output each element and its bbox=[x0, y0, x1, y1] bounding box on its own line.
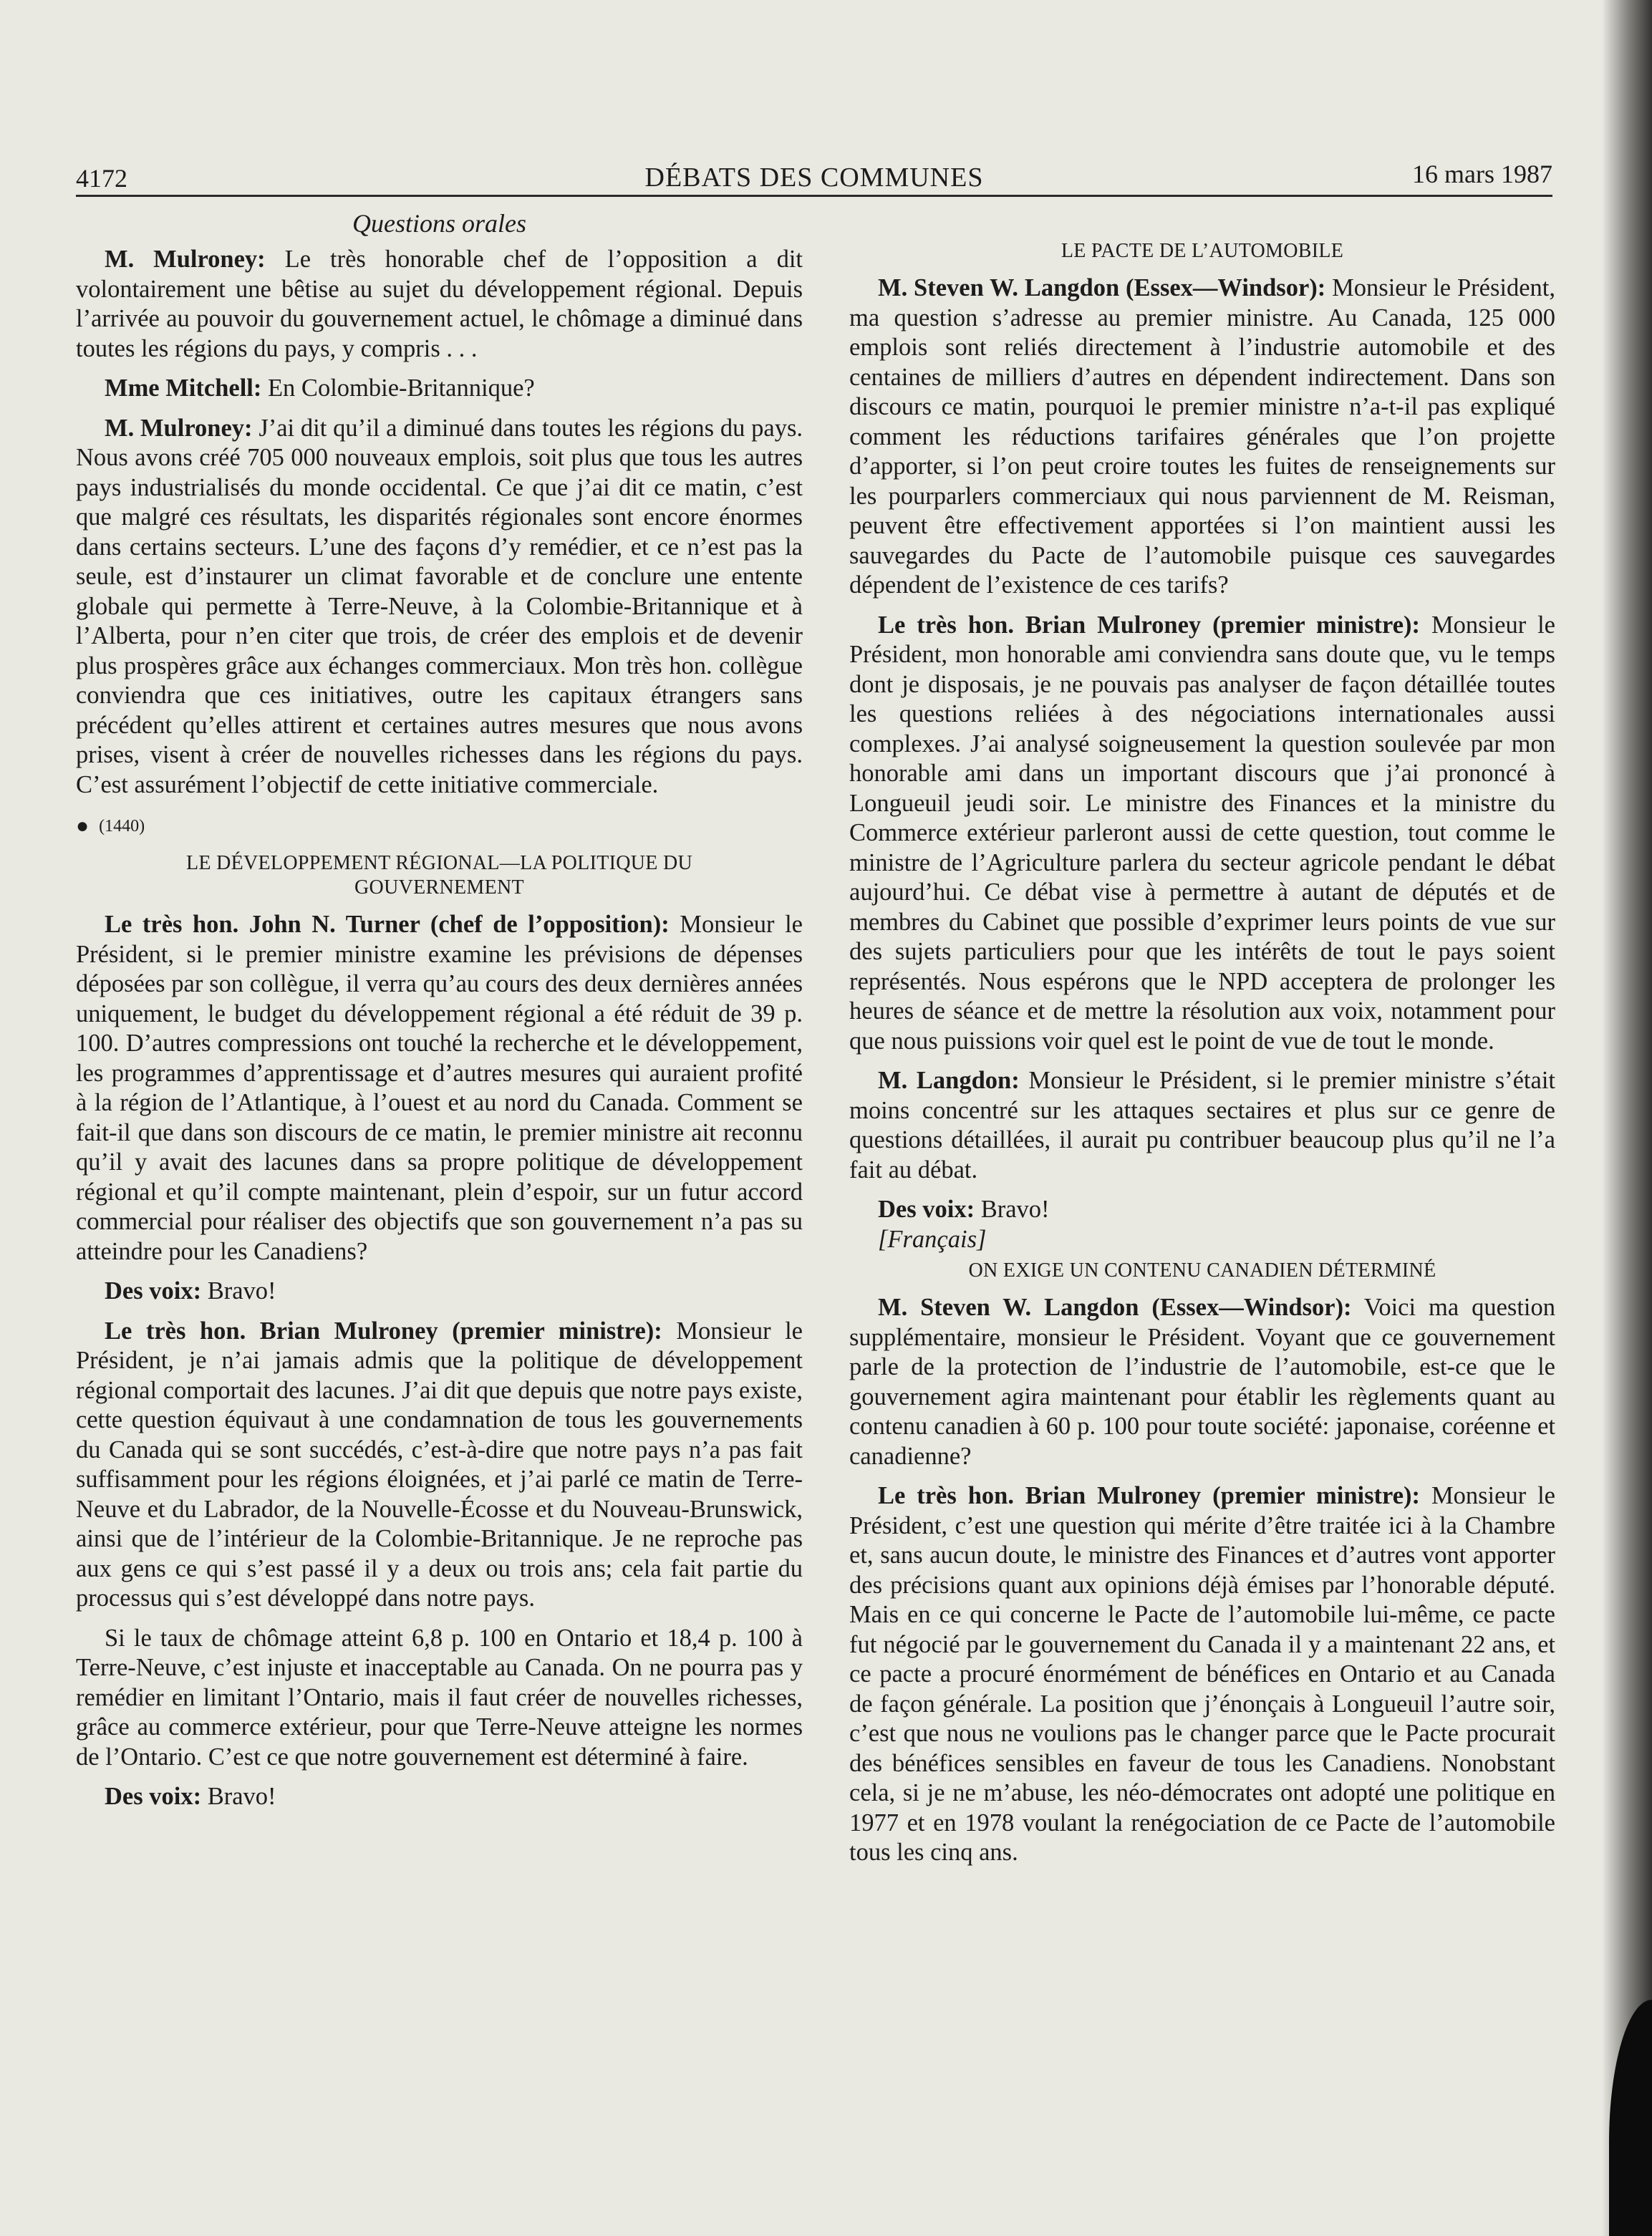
speech-text: Monsieur le Président, c’est une question qui mérite d’être traitée ici à la Chambre et, sans aucun doute, le ministre des Finances et d’autres vont apporter des précisions quant aux opinions déjà émises par l’honorable député. Mais en ce qui concerne le Pacte de l’automobile lui-même, ce pacte fut négocié par le gouvernement du Canada il y a maintenant 22 ans, et ce pacte a procuré énormément de bénéfices en Ontario et au Canada de façon générale. La position que j’énonçais à Longueuil l’autre soir, c’est que nous ne voulions pas le changer parce que le Pacte procurait des bénéfices sensibles en faveur de tous les Canadiens. Nonobstant cela, si je ne m’abuse, les néo-démocrates ont adopté une politique en 1977 et en 1978 voulant la renégociation de ce Pacte de l’automobile tous les cinq ans. bbox=[849, 1482, 1555, 1866]
speech-paragraph bbox=[849, 1293, 1555, 1471]
speaker-name: M. Mulroney: bbox=[105, 414, 253, 442]
section-heading: LE DÉVELOPPEMENT RÉGIONAL—LA POLITIQUE DU GOUVERNEMENT bbox=[185, 852, 693, 899]
speech-paragraph bbox=[849, 1066, 1555, 1185]
speech-paragraph bbox=[76, 1317, 803, 1614]
speech-text: Monsieur le Président, si le premier ministre s’était moins concentré sur les attaques sectaires et plus sur ce genre de questions détaillées, il aurait pu contribuer beaucoup plus qu’il ne l’a fait au débat. bbox=[849, 1067, 1555, 1184]
speech-text: Bravo! bbox=[201, 1783, 276, 1810]
speech-text: Monsieur le Président, ma question s’adresse au premier ministre. Au Canada, 125 000 emplois sont reliés directement à l’industrie automobile et des centaines de milliers d’autres en dépendent indirectement. Dans son discours ce matin, pourquoi le premier ministre n’a-t-il pas expliqué comment les réductions tarifaires générales que l’on projette d’apporter, si l’on peut croire toutes les fuites de renseignements sur les pourparlers commerciaux qui nous parviennent de M. Reisman, peuvent être effectivement apportées si l’on maintient aussi les sauvegardes du Pacte de l’automobile puisque ces sauvegardes dépendent de l’existence de ces tarifs? bbox=[849, 274, 1555, 599]
speech-text: Voici ma question supplémentaire, monsieur le Président. Voyant que ce gouvernement parle de la protection de l’industrie de l’automobile, est-ce que le gouvernement agira maintenant pour établir les règlements quant au contenu canadien à 60 p. 100 pour toute société: japonaise, coréenne et canadienne? bbox=[849, 1294, 1555, 1470]
speech-paragraph bbox=[76, 414, 803, 800]
speaker-name: M. Steven W. Langdon (Essex—Windsor): bbox=[878, 1294, 1352, 1321]
speech-paragraph bbox=[849, 1481, 1555, 1868]
speaker-name: Le très hon. John N. Turner (chef de l’opposition): bbox=[105, 911, 670, 938]
speech-paragraph bbox=[76, 1624, 803, 1773]
speech-text: J’ai dit qu’il a diminué dans toutes les régions du pays. Nous avons créé 705 000 nouveaux emplois, soit plus que tous les autres pays industrialisés du monde occidental. Ce que j’ai dit ce matin, c’est que malgré ces résultats, les disparités régionales sont encore énormes dans certains secteurs. L’une des façons d’y remédier, et ce n’est pas la seule, est d’instaurer un climat favorable et de conclure une entente globale qui permette à Terre-Neuve, à la Colombie-Britannique et à l’Alberta, pour n’en citer que trois, de créer des emplois et de devenir plus prospères grâce aux échanges commerciaux. Mon très hon. collègue conviendra que ces initiatives, outre les capitaux étrangers sans précédent qu’elles attirent et certaines autres mesures que nous avons prises, visent à créer de nouvelles richesses dans les régions du pays. C’est assurément l’objectif de cette initiative commerciale. bbox=[76, 414, 803, 798]
speaker-name: M. Langdon: bbox=[878, 1067, 1020, 1094]
speech-paragraph bbox=[76, 245, 803, 364]
speaker-name: Le très hon. Brian Mulroney (premier ministre): bbox=[105, 1317, 662, 1345]
speech-text: Monsieur le Président, mon honorable ami conviendra sans doute que, vu le temps dont je disposais, je ne pouvais pas analyser de façon détaillée toutes les questions reliées à des négociations internationales aussi complexes. J’ai analysé soigneusement la question soulevée par mon honorable ami dans un important discours que j’ai prononcé à Longueuil jeudi soir. Le ministre des Finances et la ministre du Commerce extérieur parleront aussi de cette question, tout comme le ministre de l’Agriculture parlera du secteur agricole pendant le débat aujourd’hui. Ce débat vise à permettre à autant de députés et de membres du Cabinet que possible d’exprimer leurs points de vue sur des sujets particuliers pour que les intérêts de tout le pays soient représentés. Nous espérons que le NPD acceptera de prolonger les heures de séance et de mettre la résolution aux voix, notamment pour que nous puissions voir quel est le point de vue de tout le monde. bbox=[849, 611, 1555, 1055]
speech-text: Monsieur le Président, si le premier ministre examine les prévisions de dépenses déposées par son collègue, il verra qu’au cours des deux dernières années uniquement, le budget du développement régional a été réduit de 39 p. 100. D’autres compressions ont touché la recherche et le développement, les programmes d’apprentissage et d’autres mesures qui auraient profité à la région de l’Atlantique, à l’ouest et au nord du Canada. Comment se fait-il que dans son discours de ce matin, le premier ministre ait reconnu qu’il y avait des lacunes dans sa propre politique de développement régional et qu’il compte maintenant, plein d’espoir, sur un futur accord commercial pour réaliser des objectifs que son gouvernement n’a pas su atteindre pour les Canadiens? bbox=[76, 911, 803, 1265]
publication-title: DÉBATS DES COMMUNES bbox=[644, 163, 984, 193]
section-rubric: Questions orales bbox=[352, 209, 526, 238]
right-column bbox=[849, 208, 1555, 1868]
page-header bbox=[76, 143, 1552, 197]
speaker-name: Le très hon. Brian Mulroney (premier ministre): bbox=[878, 1482, 1421, 1509]
speech-paragraph bbox=[76, 910, 803, 1267]
section-heading: LE PACTE DE L’AUTOMOBILE bbox=[1061, 240, 1344, 262]
bullet-icon: ● bbox=[76, 814, 90, 838]
page-number: 4172 bbox=[76, 164, 127, 193]
speaker-name: Le très hon. Brian Mulroney (premier ministre): bbox=[878, 611, 1421, 639]
speech-text: En Colombie-Britannique? bbox=[261, 374, 535, 402]
speech-text: Si le taux de chômage atteint 6,8 p. 100 en Ontario et 18,4 p. 100 à Terre-Neuve, c’est injuste et inacceptable au Canada. On ne pourra pas y remédier en limitant l’Ontario, mais il faut créer de nouvelles richesses, grâce au commerce extérieur, pour que Terre-Neuve atteigne les normes de l’Ontario. C’est ce que notre gouvernement est déterminé à faire. bbox=[76, 1624, 803, 1771]
speaker-name: M. Steven W. Langdon (Essex—Windsor): bbox=[878, 274, 1326, 301]
language-tag: [Français] bbox=[878, 1225, 987, 1253]
left-column bbox=[76, 208, 803, 1812]
speech-text: Bravo! bbox=[201, 1277, 276, 1305]
speech-text: Monsieur le Président, je n’ai jamais admis que la politique de développement régional comportait des lacunes. J’ai dit que depuis que notre pays existe, cette question équivaut à une condamnation de tous les gouvernements du Canada qui se sont succédés, c’est-à-dire que notre pays n’a pas fait suffisamment pour les régions éloignées, et j’ai parlé ce matin de Terre-Neuve et du Labrador, de la Nouvelle-Écosse et du Nouveau-Brunswick, ainsi que de l’intérieur de la Colombie-Britannique. Je ne reproche pas aux gens ce qui s’est passé il y a deux ou trois ans; cela fait partie du processus qui s’est développé dans notre pays. bbox=[76, 1317, 803, 1612]
time-stamp: (1440) bbox=[99, 817, 145, 836]
speaker-name: Des voix: bbox=[105, 1277, 202, 1305]
speech-paragraph bbox=[76, 374, 803, 404]
speaker-name: Mme Mitchell: bbox=[105, 374, 262, 402]
sitting-date: 16 mars 1987 bbox=[1412, 160, 1552, 188]
speech-paragraph bbox=[849, 611, 1555, 1057]
speech-paragraph bbox=[849, 274, 1555, 601]
speech-paragraph bbox=[76, 1782, 803, 1812]
binding-shadow bbox=[1602, 0, 1652, 2236]
speech-paragraph bbox=[849, 1195, 1555, 1225]
speaker-name: M. Mulroney: bbox=[105, 246, 266, 273]
speaker-name: Des voix: bbox=[105, 1783, 202, 1810]
speaker-name: Des voix: bbox=[878, 1196, 975, 1223]
speech-text: Bravo! bbox=[975, 1196, 1050, 1223]
speech-paragraph bbox=[76, 1277, 803, 1307]
time-marker bbox=[76, 815, 803, 837]
speech-text: Le très honorable chef de l’opposition a dit volontairement une bêtise au sujet du développement régional. Depuis l’arrivée au pouvoir du gouvernement actuel, le chômage a diminué dans toutes les régions du pays, y compris . . . bbox=[76, 246, 803, 362]
section-heading: ON EXIGE UN CONTENU CANADIEN DÉTERMINÉ bbox=[968, 1259, 1436, 1282]
